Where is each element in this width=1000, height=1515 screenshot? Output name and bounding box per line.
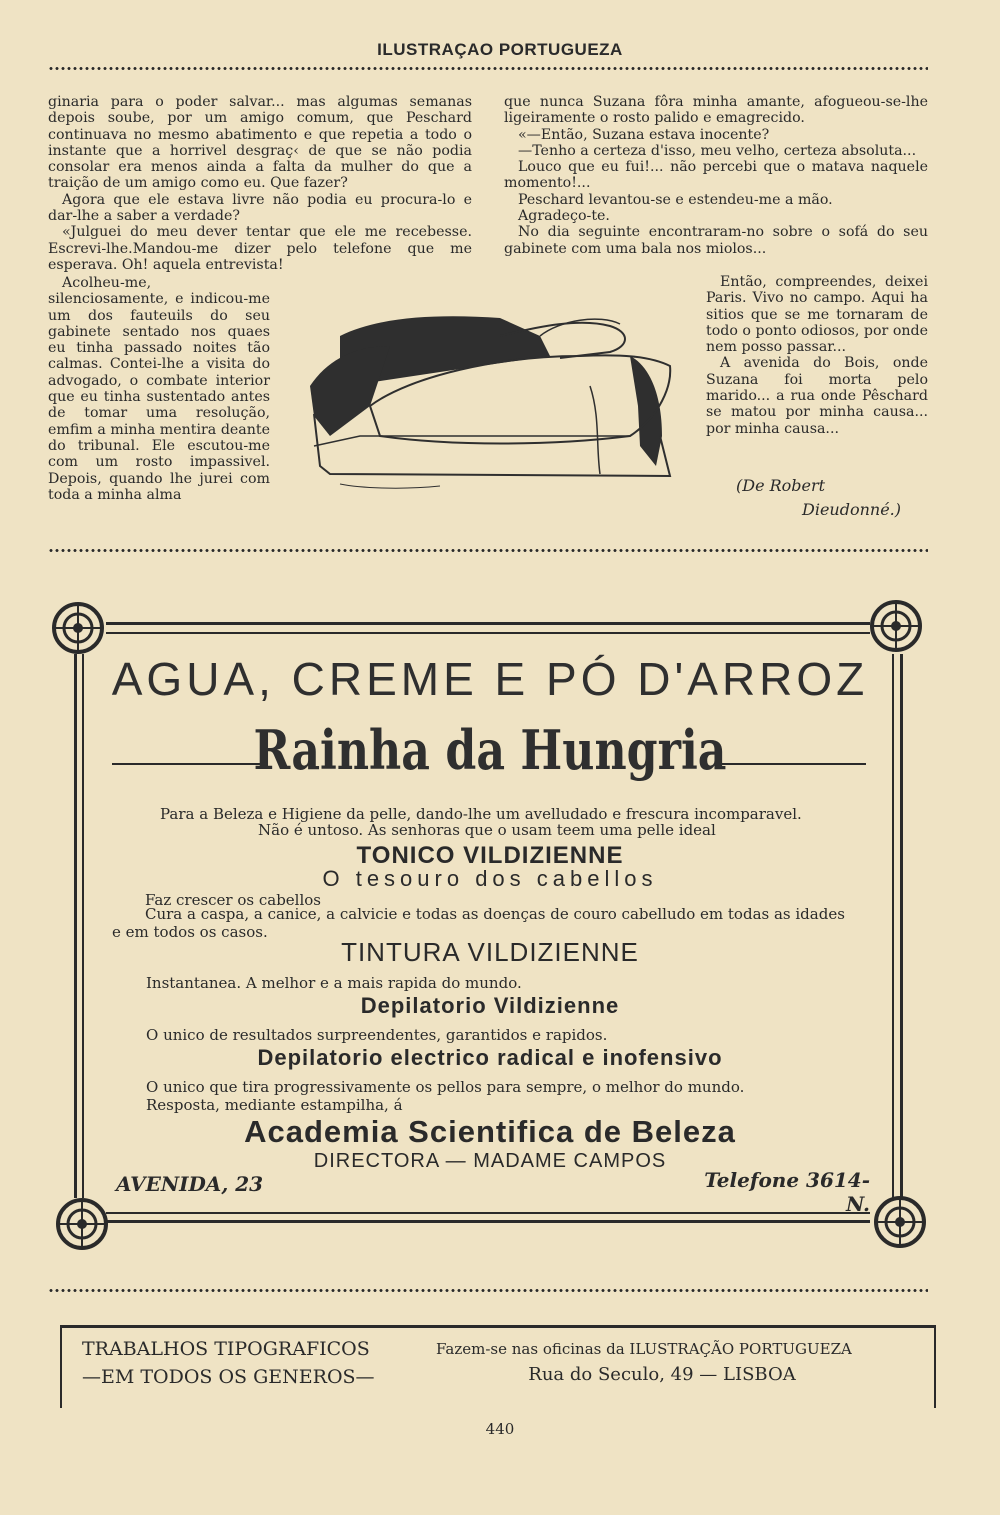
signature-line-2: Dieudonné.) <box>802 500 901 519</box>
paragraph: «Julguei do meu dever tentar que ele me recebesse. Escrevi-lhe.Mandou-me dizer pelo telefone que me esperava. Oh! aquela entrevista! <box>48 224 472 273</box>
page-header: ILUSTRAÇAO PORTUGUEZA <box>377 40 623 59</box>
paragraph: No dia seguinte encontraram-no sobre o sofá do seu gabinete com uma bala nos miolos... <box>504 224 928 257</box>
article-left-column <box>48 94 472 273</box>
illustration-man-on-sofa <box>300 296 700 501</box>
paragraph: Acolheu-me, silenciosamente, e indicou-me um dos fauteuils do seu gabinete sentado nos quaes eu tinha passado noites tão calmas. Contei-lhe a visita do advogado, o combate interior que eu tinha sustentado antes de tomar uma resolução, emfim a minha mentira deante do tribunal. Ele escutou-me com um rosto impassivel. Depois, quando lhe jurei com toda a minha alma <box>48 275 270 503</box>
ad-intro-2: Não é untoso. As senhoras que o usam teem uma pelle ideal <box>258 821 716 839</box>
paragraph: Peschard levantou-se e estendeu-me a mão. <box>518 191 833 208</box>
depilatorio-line: O unico de resultados surpreendentes, garantidos e rapidos. <box>146 1026 608 1044</box>
depilatorio-title: Depilatorio Vildizienne <box>360 993 620 1018</box>
ad-top-rule-2 <box>106 632 870 634</box>
typography-left-line-2: —EM TODOS OS GENEROS— <box>82 1366 375 1388</box>
depilatorio-electrico-title: Depilatorio electrico radical e inofensivo <box>257 1045 723 1070</box>
typography-right-line-2: Rua do Seculo, 49 — LISBOA <box>528 1364 796 1385</box>
corner-ornament-icon <box>54 1196 110 1252</box>
typography-left-line-1: TRABALHOS TIPOGRAFICOS <box>82 1338 370 1360</box>
page-number: 440 <box>485 1420 515 1438</box>
corner-ornament-icon <box>872 1194 928 1250</box>
paragraph: Agora que ele estava livre não podia eu procura-lo e dar-lhe a saber a verdade? <box>48 191 472 225</box>
ad-top-rule <box>106 622 870 625</box>
paragraph: que nunca Suzana fôra minha amante, afogueou-se-lhe ligeiramente o rosto palido e emagrecido. <box>504 94 928 127</box>
ad-title: AGUA, CREME E PÓ D'ARROZ <box>111 653 869 705</box>
paragraph: Então, compreendes, deixei Paris. Vivo no campo. Aqui ha sitios que se me tornaram de todo o ponto odiosos, por onde nem posso passar... <box>706 274 928 356</box>
article-right-column <box>504 94 928 257</box>
section-dotted-rule <box>48 548 928 553</box>
ad-phone: Telefone 3614-N. <box>704 1168 870 1216</box>
typography-right-line-1: Fazem-se nas oficinas da ILUSTRAÇÃO PORTUGUEZA <box>436 1340 852 1358</box>
footer-dotted-rule <box>48 1288 928 1293</box>
paragraph: Louco que eu fui!... não percebi que o matava naquele momento!... <box>504 159 928 192</box>
tonico-title: TONICO VILDIZIENNE <box>356 842 624 869</box>
directora-line: DIRECTORA — MADAME CAMPOS <box>313 1150 667 1172</box>
article-left-narrow <box>48 275 270 503</box>
academia-name: Academia Scientifica de Beleza <box>244 1114 736 1149</box>
ad-brand: Rainha da Hungria <box>253 718 727 782</box>
paragraph: A avenida do Bois, onde Suzana foi morta pelo marido... a rua onde Pêschard se matou por minha causa... por minha causa... <box>706 355 928 437</box>
paragraph: —Tenho a certeza d'isso, meu velho, certeza absoluta... <box>518 142 917 159</box>
article-right-narrow <box>706 274 928 437</box>
tonico-line-1: Faz crescer os cabellos <box>145 891 322 909</box>
paragraph: Agradeço-te. <box>518 208 610 225</box>
tonico-subtitle: O tesouro dos cabellos <box>322 866 658 891</box>
tonico-line-2: Cura a caspa, a canice, a calvicie e todas as doenças de couro cabelludo em todas as idades <box>145 905 845 923</box>
signature-line-1: (De Robert <box>736 476 826 495</box>
tonico-line-3: e em todos os casos. <box>112 923 268 941</box>
ad-address: AVENIDA, 23 <box>116 1172 264 1196</box>
tintura-title: TINTURA VILDIZIENNE <box>341 937 639 967</box>
ad-bottom-rule <box>106 1220 870 1223</box>
tintura-line: Instantanea. A melhor e a mais rapida do mundo. <box>146 974 522 992</box>
paragraph: ginaria para o poder salvar... mas algumas semanas depois soube, por um amigo comum, que Peschard continuava no mesmo abatimento e que repetia a todo o instante que a horrivel desgraç‹ de que se não podia consolar era menos ainda a falta da mulher do que a traição de um amigo como eu. Que fazer? <box>48 94 472 192</box>
paragraph: «—Então, Suzana estava inocente? <box>518 126 770 143</box>
corner-ornament-icon <box>868 598 924 654</box>
corner-ornament-icon <box>50 600 106 656</box>
header-dotted-rule <box>48 66 928 71</box>
depilatorio-electrico-line-1: O unico que tira progressivamente os pellos para sempre, o melhor do mundo. <box>146 1078 745 1096</box>
depilatorio-electrico-line-2: Resposta, mediante estampilha, á <box>146 1096 403 1114</box>
ad-intro-1: Para a Beleza e Higiene da pelle, dando-lhe um avelludado e frescura incomparavel. <box>160 805 802 823</box>
